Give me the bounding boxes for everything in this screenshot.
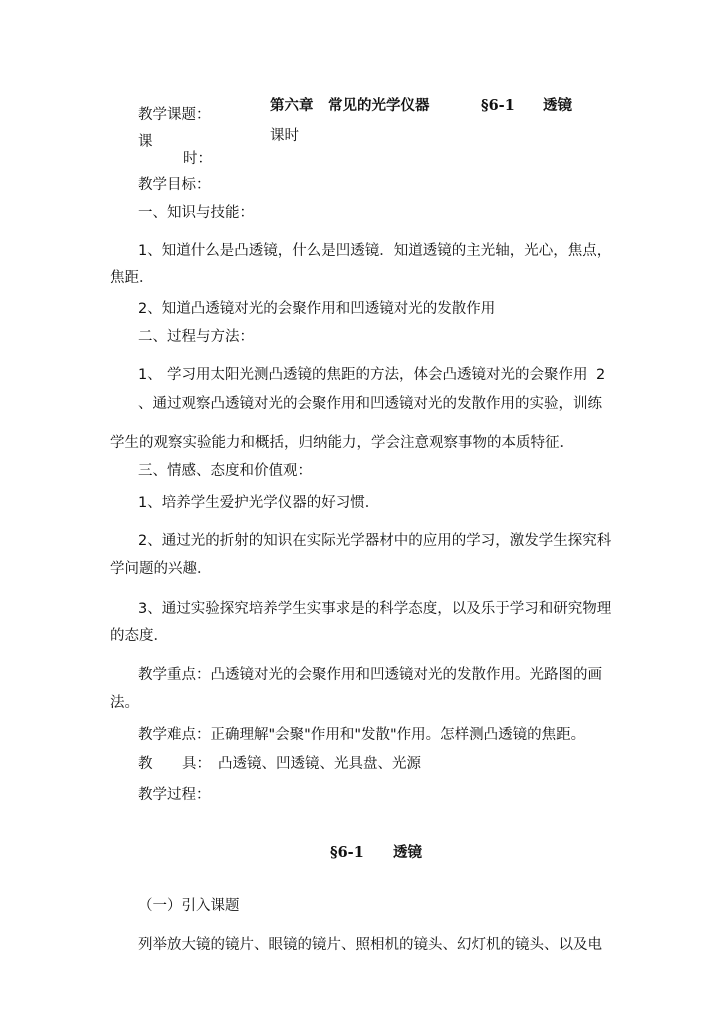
tools-label-b: 具： <box>182 756 211 772</box>
section-heading-number: §6-1 <box>330 844 364 861</box>
label-topic: 教学课题： <box>138 107 211 123</box>
section-heading-name: 透镜 <box>393 844 422 861</box>
process-item-1-text: 学习用太阳光测凸透镜的焦距的方法，体会凸透镜对光的会聚作用 <box>167 367 588 383</box>
chapter-title: 常见的光学仪器 <box>328 97 430 114</box>
key-points-line-2: 法。 <box>110 695 139 711</box>
chapter-number: 第六章 <box>270 97 314 114</box>
intro-heading: （一）引入课题 <box>138 898 240 914</box>
objectives-title: 教学目标： <box>138 177 211 193</box>
process-item-2-line-1: 、通过观察凸透镜对光的会聚作用和凹透镜对光的发散作用的实验，训练 <box>138 396 602 412</box>
intro-line-1: 列举放大镜的镜片、眼镜的镜片、照相机的镜头、幻灯机的镜头、以及电 <box>138 937 602 953</box>
process-heading: 二、过程与方法： <box>138 329 254 345</box>
process-title: 教学过程： <box>138 787 211 803</box>
emotion-heading: 三、情感、态度和价值观： <box>138 463 312 479</box>
knowledge-item-1-line-2: 焦距． <box>110 270 154 286</box>
emotion-item-2-line-1: 2、通过光的折射的知识在实际光学器材中的应用的学习，激发学生探究科 <box>138 533 612 549</box>
emotion-item-1: 1、培养学生爱护光学仪器的好习惯． <box>138 495 380 511</box>
tools-value: 凸透镜、凹透镜、光具盘、光源 <box>218 756 421 772</box>
emotion-item-2-line-2: 学问题的兴趣． <box>110 561 212 577</box>
emotion-item-3-line-2: 的态度． <box>110 628 168 644</box>
knowledge-heading: 一、知识与技能： <box>138 205 254 221</box>
knowledge-item-1-line-1: 1、知道什么是凸透镜，什么是凹透镜．知道透镜的主光轴，光心，焦点， <box>138 243 612 259</box>
class-hours-value: 课时 <box>270 128 299 144</box>
knowledge-item-2: 2、知道凸透镜对光的会聚作用和凹透镜对光的发散作用 <box>138 301 496 317</box>
label-hours: 时： <box>183 151 212 167</box>
difficulties-line: 教学难点：正确理解"会聚"作用和"发散"作用。怎样测凸透镜的焦距。 <box>138 727 586 743</box>
tools-label-a: 教 <box>138 756 153 772</box>
section-name: 透镜 <box>543 97 572 114</box>
section-number: §6-1 <box>481 97 515 114</box>
label-class: 课 <box>138 134 153 150</box>
process-item-2-number: 2 <box>596 367 606 383</box>
process-item-1-number: 1、 <box>138 367 162 383</box>
key-points-line-1: 教学重点：凸透镜对光的会聚作用和凹透镜对光的发散作用。光路图的画 <box>138 667 602 683</box>
process-item-2-line-2: 学生的观察实验能力和概括，归纳能力，学会注意观察事物的本质特征． <box>110 435 574 451</box>
emotion-item-3-line-1: 3、通过实验探究培养学生实事求是的科学态度，以及乐于学习和研究物理 <box>138 601 612 617</box>
